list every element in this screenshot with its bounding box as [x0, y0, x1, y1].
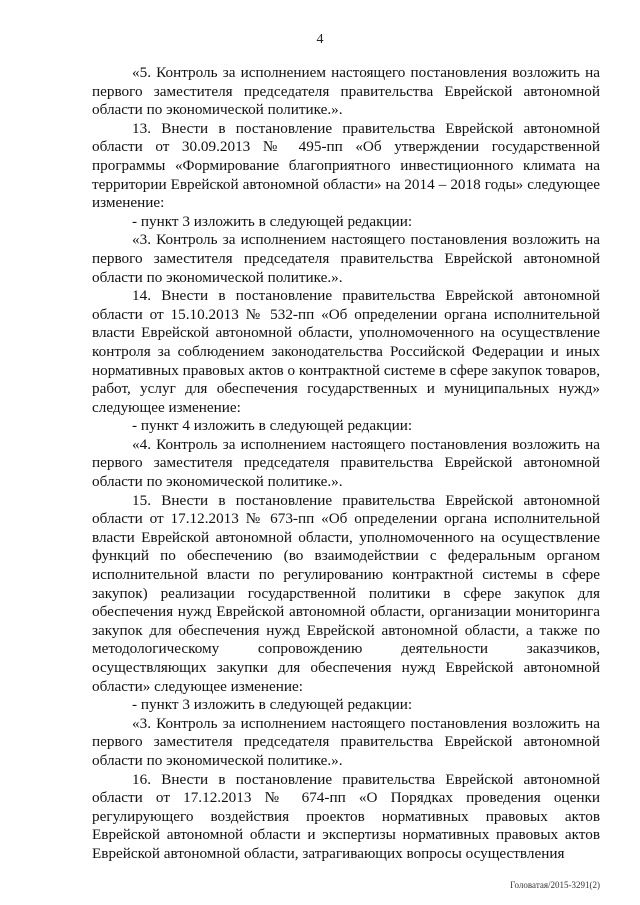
- paragraph-5: 14. Внести в постановление правительства Еврейской автономной области от 15.10.2013 № 532-пп «Об определении органа исполнительной власти Еврейской автономной области, уполномоченного на осуществление контроля за соблюдением законодательства Российской Федерации и иных нормативных правовых актов о контрактной системе в сфере закупок товаров, работ, услуг для обеспечения государственных и муниципальных нужд» следующее изменение:: [92, 287, 600, 416]
- paragraph-11: 16. Внести в постановление правительства Еврейской автономной области от 17.12.2013 № 674-пп «О Порядках проведения оценки регулирующего воздействия проектов нормативных правовых актов Еврейской автономной области и экспертизы нормативных правовых актов Еврейской автономной области, затрагивающих вопросы осуществления: [92, 770, 600, 862]
- document-body: [92, 64, 600, 864]
- paragraph-8: 15. Внести в постановление правительства Еврейской автономной области от 17.12.2013 № 673-пп «Об определении органа исполнительной власти Еврейской автономной области, уполномоченного на осуществление функций по обеспечению (во взаимодействии с федеральным органом исполнительной власти по регулированию контрактной системы в сфере закупок) реализации государственной политики в сфере закупок для обеспечения нужд Еврейской автономной области, организации мониторинга закупок для обеспечения нужд Еврейской автономной области, а также по методологическому сопровождению деятельности заказчиков, осуществляющих закупки для обеспечения нужд Еврейской автономной области» следующее изменение:: [92, 491, 600, 695]
- page-number: 4: [316, 32, 324, 47]
- footer-document-code: Головатая/2015-3291(2): [510, 880, 600, 890]
- paragraph-6: - пункт 4 изложить в следующей редакции:: [132, 417, 413, 435]
- paragraph-3: - пункт 3 изложить в следующей редакции:: [132, 212, 413, 230]
- paragraph-9: - пункт 3 изложить в следующей редакции:: [132, 696, 413, 714]
- paragraph-7: «4. Контроль за исполнением настоящего постановления возложить на первого заместителя председателя правительства Еврейской автономной области по экономической политике.».: [92, 435, 600, 491]
- paragraph-4: «3. Контроль за исполнением настоящего постановления возложить на первого заместителя председателя правительства Еврейской автономной области по экономической политике.».: [92, 231, 600, 286]
- paragraph-10: «3. Контроль за исполнением настоящего постановления возложить на первого заместителя председателя правительства Еврейской автономной области по экономической политике.».: [92, 714, 600, 769]
- paragraph-1: «5. Контроль за исполнением настоящего постановления возложить на первого заместителя председателя правительства Еврейской автономной области по экономической политике.».: [92, 64, 600, 119]
- paragraph-2: 13. Внести в постановление правительства Еврейской автономной области от 30.09.2013 № 495-пп «Об утверждении государственной программы «Формирование благоприятного инвестиционного климата на территории Еврейской автономной области» на 2014 – 2018 годы» следующее изменение:: [92, 119, 600, 212]
